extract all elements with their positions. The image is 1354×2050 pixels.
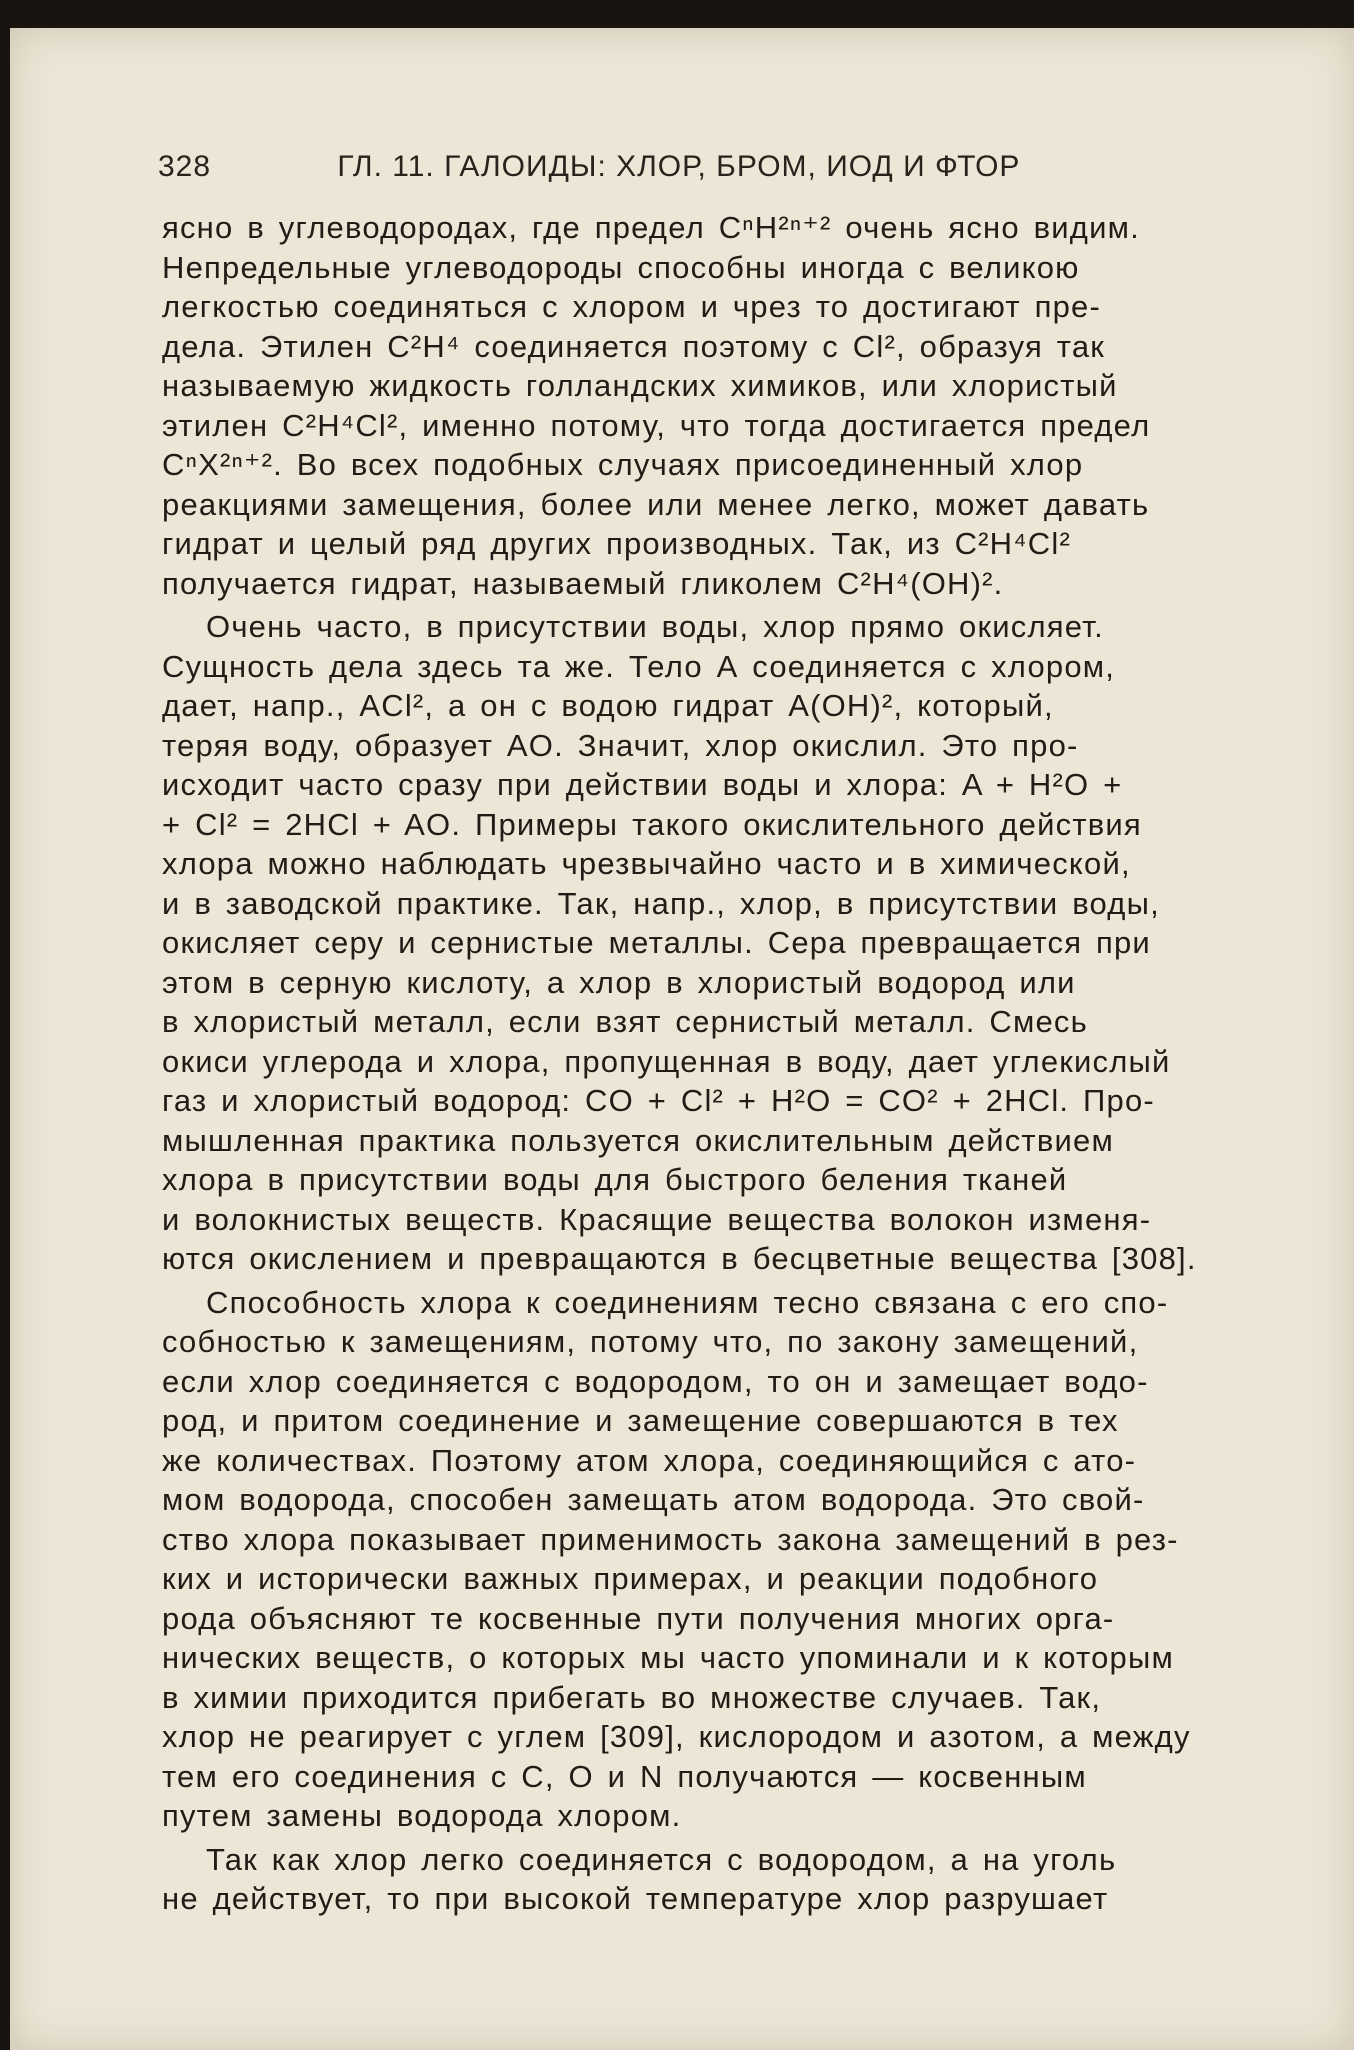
text-line: хлора можно наблюдать чрезвычайно часто и в химической,	[162, 846, 1131, 881]
text-line: ются окислением и превращаются в бесцветные вещества [308].	[162, 1241, 1197, 1276]
chapter-title: ГЛ. 11. ГАЛОИДЫ: ХЛОР, БРОМ, ИОД И ФТОР	[337, 150, 1021, 183]
text-line: тем его соединения с C, O и N получаются — косвенным	[162, 1758, 1087, 1794]
text-line: Способность хлора к соединениям тесно связана с его спо-	[206, 1284, 1169, 1320]
text-line: этилен C²H⁴Cl², именно потому, что тогда достигается предел	[162, 407, 1151, 443]
text-line: окисляет серу и сернистые металлы. Сера превращается при	[162, 925, 1151, 960]
text-line: в химии приходится прибегать во множестве случаев. Так,	[162, 1679, 1102, 1715]
text-line: не действует, то при высокой температуре хлор разрушает	[162, 1881, 1109, 1916]
text-line: газ и хлористый водород: CO + Cl² + H²O = CO² + 2HCl. Про-	[162, 1083, 1155, 1118]
text-line: нических веществ, о которых мы часто упоминали и к которым	[162, 1640, 1174, 1675]
text-line: и в заводской практике. Так, напр., хлор, в присутствии воды,	[162, 885, 1160, 921]
text-line: ких и исторически важных примерах, и реакции подобного	[162, 1561, 1099, 1596]
text-line: этом в серную кислоту, а хлор в хлористый водород или	[162, 964, 1076, 1000]
text-line: дела. Этилен C²H⁴ соединяется поэтому с Cl², образуя так	[162, 328, 1106, 364]
paragraph-2	[162, 607, 1310, 1279]
text-line: получается гидрат, называемый гликолем C²H⁴(OH)².	[162, 565, 1004, 601]
text-line: рода объясняют те косвенные пути получения многих орга-	[162, 1600, 1115, 1636]
page-number: 328	[158, 150, 212, 183]
text-line: окиси углерода и хлора, пропущенная в воду, дает углекислый	[162, 1043, 1171, 1079]
text-line: ство хлора показывает применимость закона замещений в рез-	[162, 1521, 1179, 1557]
text-line: в хлористый металл, если взят сернистый металл. Смесь	[162, 1004, 1088, 1039]
text-line: мом водорода, способен замещать атом водорода. Это свой-	[162, 1482, 1145, 1517]
text-line: реакциями замещения, более или менее легко, может давать	[162, 486, 1150, 522]
text-line: мышленная практика пользуется окислительным действием	[162, 1122, 1114, 1158]
paragraph-1	[162, 208, 1310, 603]
text-line: же количествах. Поэтому атом хлора, соединяющийся с ато-	[162, 1442, 1137, 1478]
text-line: если хлор соединяется с водородом, то он и замещает водо-	[162, 1363, 1149, 1399]
text-line: собностью к замещениям, потому что, по закону замещений,	[162, 1324, 1139, 1359]
paragraph-3	[162, 1283, 1310, 1836]
text-line: хлор не реагирует с углем [309], кислородом и азотом, а между	[162, 1719, 1191, 1754]
text-line: ясно в углеводородах, где предел CⁿH²ⁿ⁺² очень ясно видим.	[162, 210, 1140, 245]
running-header	[158, 150, 1158, 184]
text-line: гидрат и целый ряд других производных. Так, из C²H⁴Cl²	[162, 526, 1071, 561]
body-text	[162, 208, 1310, 1923]
paragraph-4	[162, 1840, 1310, 1919]
text-line: дает, напр., ACl², а он с водою гидрат A(OH)², который,	[162, 688, 1054, 723]
text-line: Так как хлор легко соединяется с водородом, а на уголь	[206, 1841, 1117, 1877]
text-line: теряя воду, образует AO. Значит, хлор окислил. Это про-	[162, 727, 1079, 763]
text-line: называемую жидкость голландских химиков, или хлористый	[162, 368, 1118, 403]
text-line: и волокнистых веществ. Красящие вещества волокон изменя-	[162, 1201, 1152, 1237]
text-line: род, и притом соединение и замещение совершаются в тех	[162, 1403, 1119, 1438]
text-line: хлора в присутствии воды для быстрого беления тканей	[162, 1162, 1068, 1197]
text-line: Сущность дела здесь та же. Тело А соединяется с хлором,	[162, 648, 1116, 684]
text-line: путем замены водорода хлором.	[162, 1798, 682, 1833]
text-line: легкостью соединяться с хлором и чрез то достигают пре-	[162, 289, 1101, 324]
text-line: Очень часто, в присутствии воды, хлор прямо окисляет.	[206, 609, 1104, 644]
text-line: исходит часто сразу при действии воды и хлора: A + H²O +	[162, 767, 1123, 802]
text-line: Непредельные углеводороды способны иногда с великою	[162, 249, 1080, 285]
text-line: CⁿX²ⁿ⁺². Во всех подобных случаях присоединенный хлор	[162, 447, 1084, 482]
text-line: + Cl² = 2HCl + AO. Примеры такого окислительного действия	[162, 806, 1142, 842]
